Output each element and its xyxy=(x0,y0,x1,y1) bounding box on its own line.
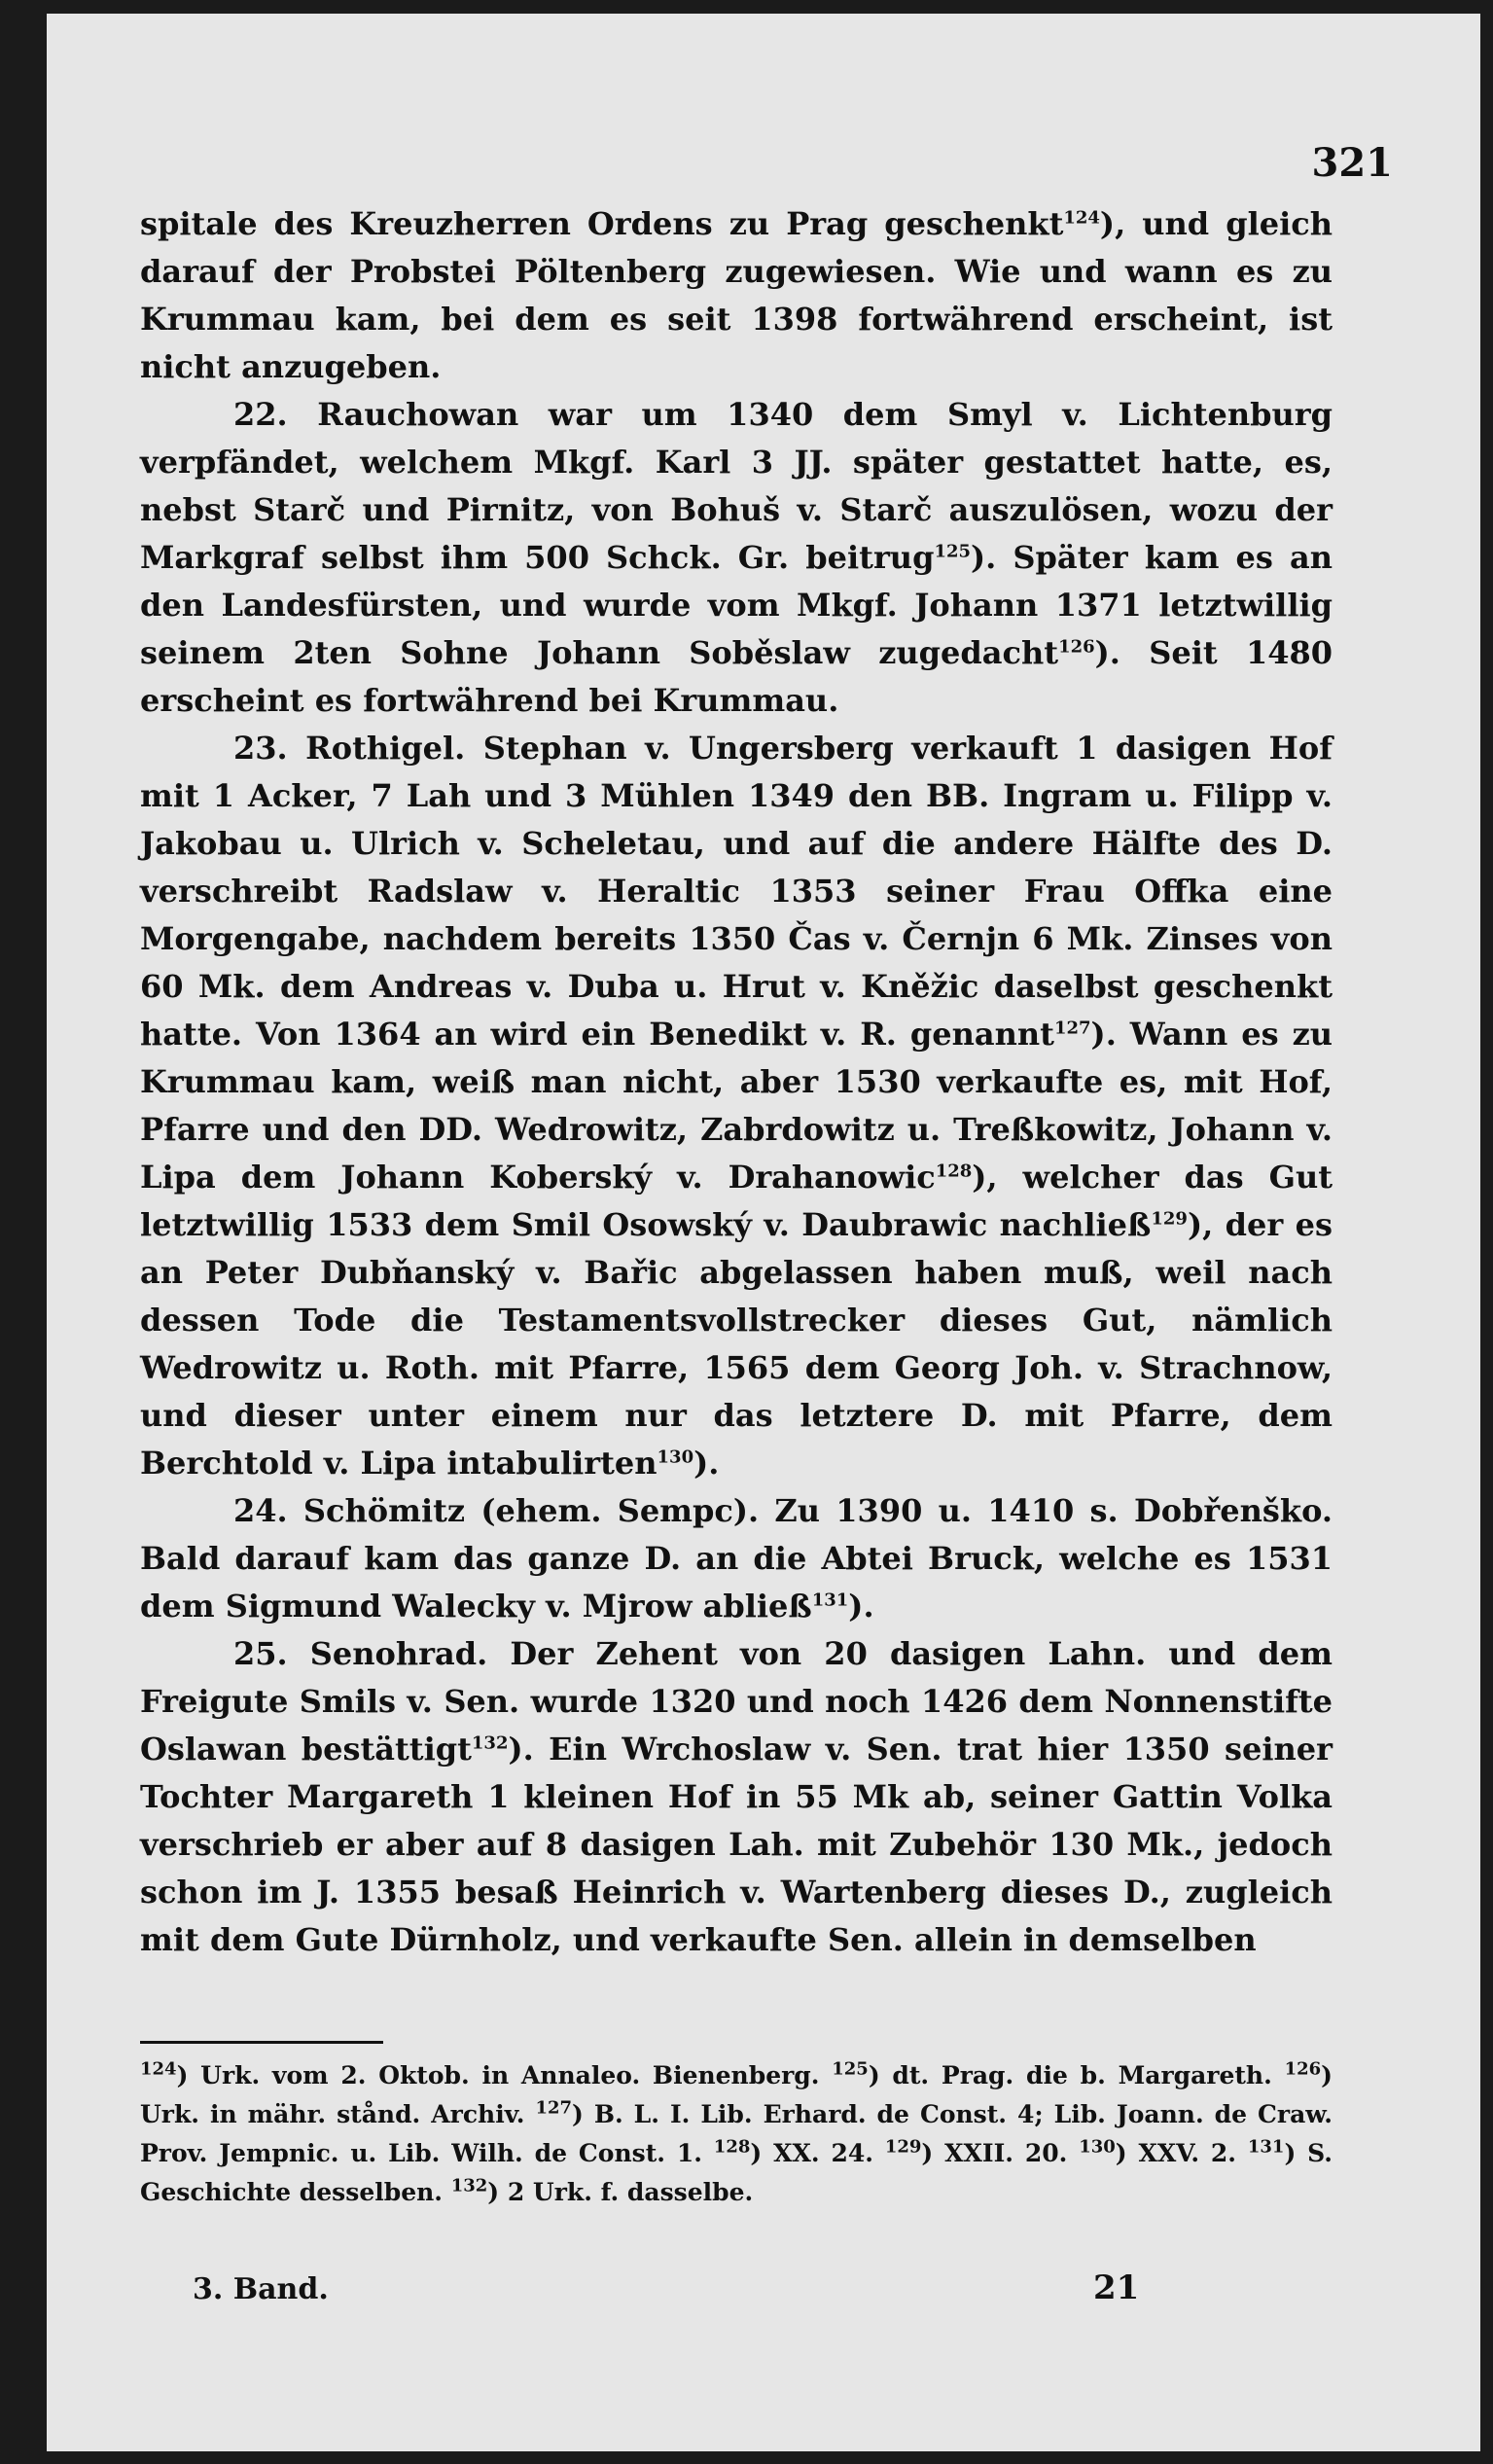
document-page xyxy=(47,14,1480,2451)
text-run: 23. xyxy=(233,730,306,767)
text-run: 22. xyxy=(233,396,318,433)
volume-signature: 3. Band. xyxy=(193,2272,329,2306)
paragraph xyxy=(140,725,1333,1487)
text-run: ) dt. Prag. die b. Margareth. xyxy=(868,2061,1285,2089)
footnote-ref: 124 xyxy=(140,2058,177,2080)
body-text xyxy=(140,200,1333,1964)
text-run: ). Ein Wrchoslaw v. Sen. trat hier 1350 seiner Tochter Margareth 1 kleinen Hof in 55 Mk ab, seiner Gattin Volka verschrieb er aber auf 8 dasigen Lah. mit Zubehör 130 Mk., jedoch schon im J. 1355 besaß Heinrich v. Wartenberg dieses D., zugleich mit dem Gute Dürnholz, und verkaufte Sen. allein in demselben xyxy=(140,1731,1333,1958)
place-name: Rothigel. xyxy=(305,730,466,767)
footnote-ref: 129 xyxy=(1151,1208,1188,1230)
page-number: 321 xyxy=(1311,140,1393,186)
text-run: ). xyxy=(848,1588,874,1625)
footnote-ref: 132 xyxy=(471,1732,509,1754)
footnote-ref: 128 xyxy=(713,2136,751,2158)
footnote-ref: 126 xyxy=(1284,2058,1322,2080)
text-run: war um 1340 dem Smyl v. Lichtenburg verpfändet, welchem Mkgf. Karl 3 JJ. später gestattet hatte, es, nebst Starč und Pirnitz, von Bohuš v. Starč auszulösen, wozu der Markgraf selbst ihm 500 Schck. Gr. beitrug xyxy=(140,396,1333,576)
text-run: ) B. L. I. Lib. Erhard. de Const. 4; Lib. Joann. de Craw. Prov. Jempnic. u. Lib. Wilh. de Const. 1. xyxy=(140,2100,1333,2167)
footnote-ref: 132 xyxy=(450,2175,488,2196)
text-run: ). Seit 1480 erscheint es fortwährend bei Krummau. xyxy=(140,634,1333,719)
footnotes xyxy=(140,2056,1333,2212)
footnote-ref: 130 xyxy=(657,1446,694,1468)
text-run: Stephan v. Ungersberg verkauft 1 dasigen Hof mit 1 Acker, 7 Lah und 3 Mühlen 1349 den BB. Ingram u. Filipp v. Jakobau u. Ulrich v. Scheletau, und auf die andere Hälfte des D. verschreibt Radslaw v. Heraltic 1353 seiner Frau Offka eine Morgengabe, nachdem bereits 1350 Čas v. Černjn 6 Mk. Zinses von 60 Mk. dem Andreas v. Duba u. Hrut v. Kněžic daselbst geschenkt hatte. Von 1364 an wird ein Benedikt v. R. genannt xyxy=(140,730,1333,1053)
paragraph xyxy=(140,1630,1333,1964)
footnote-ref: 127 xyxy=(535,2097,573,2119)
place-name: Schömitz xyxy=(302,1492,466,1529)
footnote-ref: 125 xyxy=(934,541,972,562)
text-run: (ehem. Sempc). Zu 1390 u. 1410 s. Dobřenško. Bald darauf kam das ganze D. an die Abtei Bruck, welche es 1531 dem Sigmund Walecky v. Mjrow abließ xyxy=(140,1492,1333,1625)
footnote-ref: 127 xyxy=(1053,1018,1091,1039)
paragraph xyxy=(140,1487,1333,1630)
text-run: ) 2 Urk. f. dasselbe. xyxy=(487,2178,754,2206)
paragraph xyxy=(140,391,1333,725)
footnote-ref: 124 xyxy=(1063,207,1100,229)
footnote-ref: 125 xyxy=(832,2058,869,2080)
text-run: ) Urk. in mähr. stånd. Archiv. xyxy=(140,2061,1333,2128)
footnote-ref: 128 xyxy=(935,1161,973,1182)
text-run: Der Zehent von 20 dasigen Lahn. und dem Freigute Smils v. Sen. wurde 1320 und noch 1426 dem Nonnenstifte Oslawan bestättigt xyxy=(140,1635,1333,1768)
sheet-signature: 21 xyxy=(1093,2268,1140,2307)
footnote-ref: 130 xyxy=(1079,2136,1116,2158)
text-run: 25. xyxy=(233,1635,310,1672)
text-run: ). Später kam es an den Landesfürsten, und wurde vom Mkgf. Johann 1371 letztwillig seinem 2ten Sohne Johann Soběslaw zugedacht xyxy=(140,539,1333,671)
footnote-divider xyxy=(140,2041,383,2044)
text-run: spitale des Kreuzherren Ordens zu Prag geschenkt xyxy=(140,205,1064,242)
footnote-ref: 131 xyxy=(1247,2136,1285,2158)
text-run: ), welcher das Gut letztwillig 1533 dem Smil Osowský v. Daubrawic nachließ xyxy=(140,1159,1333,1243)
paragraph xyxy=(140,200,1333,391)
place-name: Rauchowan xyxy=(317,396,519,433)
text-run: 24. xyxy=(233,1492,303,1529)
text-run: ) S. Geschichte desselben. xyxy=(140,2139,1333,2206)
text-run: ) XXV. 2. xyxy=(1115,2139,1248,2167)
text-run: ) Urk. vom 2. Oktob. in Annaleo. Bienenberg. xyxy=(176,2061,833,2089)
text-run: ). Wann es zu Krummau kam, weiß man nicht, aber 1530 verkaufte es, mit Hof, Pfarre und den DD. Wedrowitz, Zabrdowitz u. Treßkowitz, Johann v. Lipa dem Johann Koberský v. Drahanowic xyxy=(140,1016,1333,1196)
footnote-ref: 129 xyxy=(884,2136,922,2158)
text-run: ) XXII. 20. xyxy=(921,2139,1080,2167)
text-run: ), der es an Peter Dubňanský v. Bařic abgelassen haben muß, weil nach dessen Tode die Testamentsvollstrecker dieses Gut, nämlich Wedrowitz u. Roth. mit Pfarre, 1565 dem Georg Joh. v. Strachnow, und dieser unter einem nur das letztere D. mit Pfarre, dem Berchtold v. Lipa intabulirten xyxy=(140,1206,1333,1482)
text-run: ). xyxy=(693,1445,720,1482)
footnote-ref: 126 xyxy=(1058,636,1095,658)
place-name: Senohrad. xyxy=(309,1635,488,1672)
text-run: ), und gleich darauf der Probstei Pöltenberg zugewiesen. Wie und wann es zu Krummau kam, bei dem es seit 1398 fortwährend erscheint, ist nicht anzugeben. xyxy=(140,205,1333,385)
footnote-ref: 131 xyxy=(811,1589,849,1611)
text-run: ) XX. 24. xyxy=(750,2139,885,2167)
